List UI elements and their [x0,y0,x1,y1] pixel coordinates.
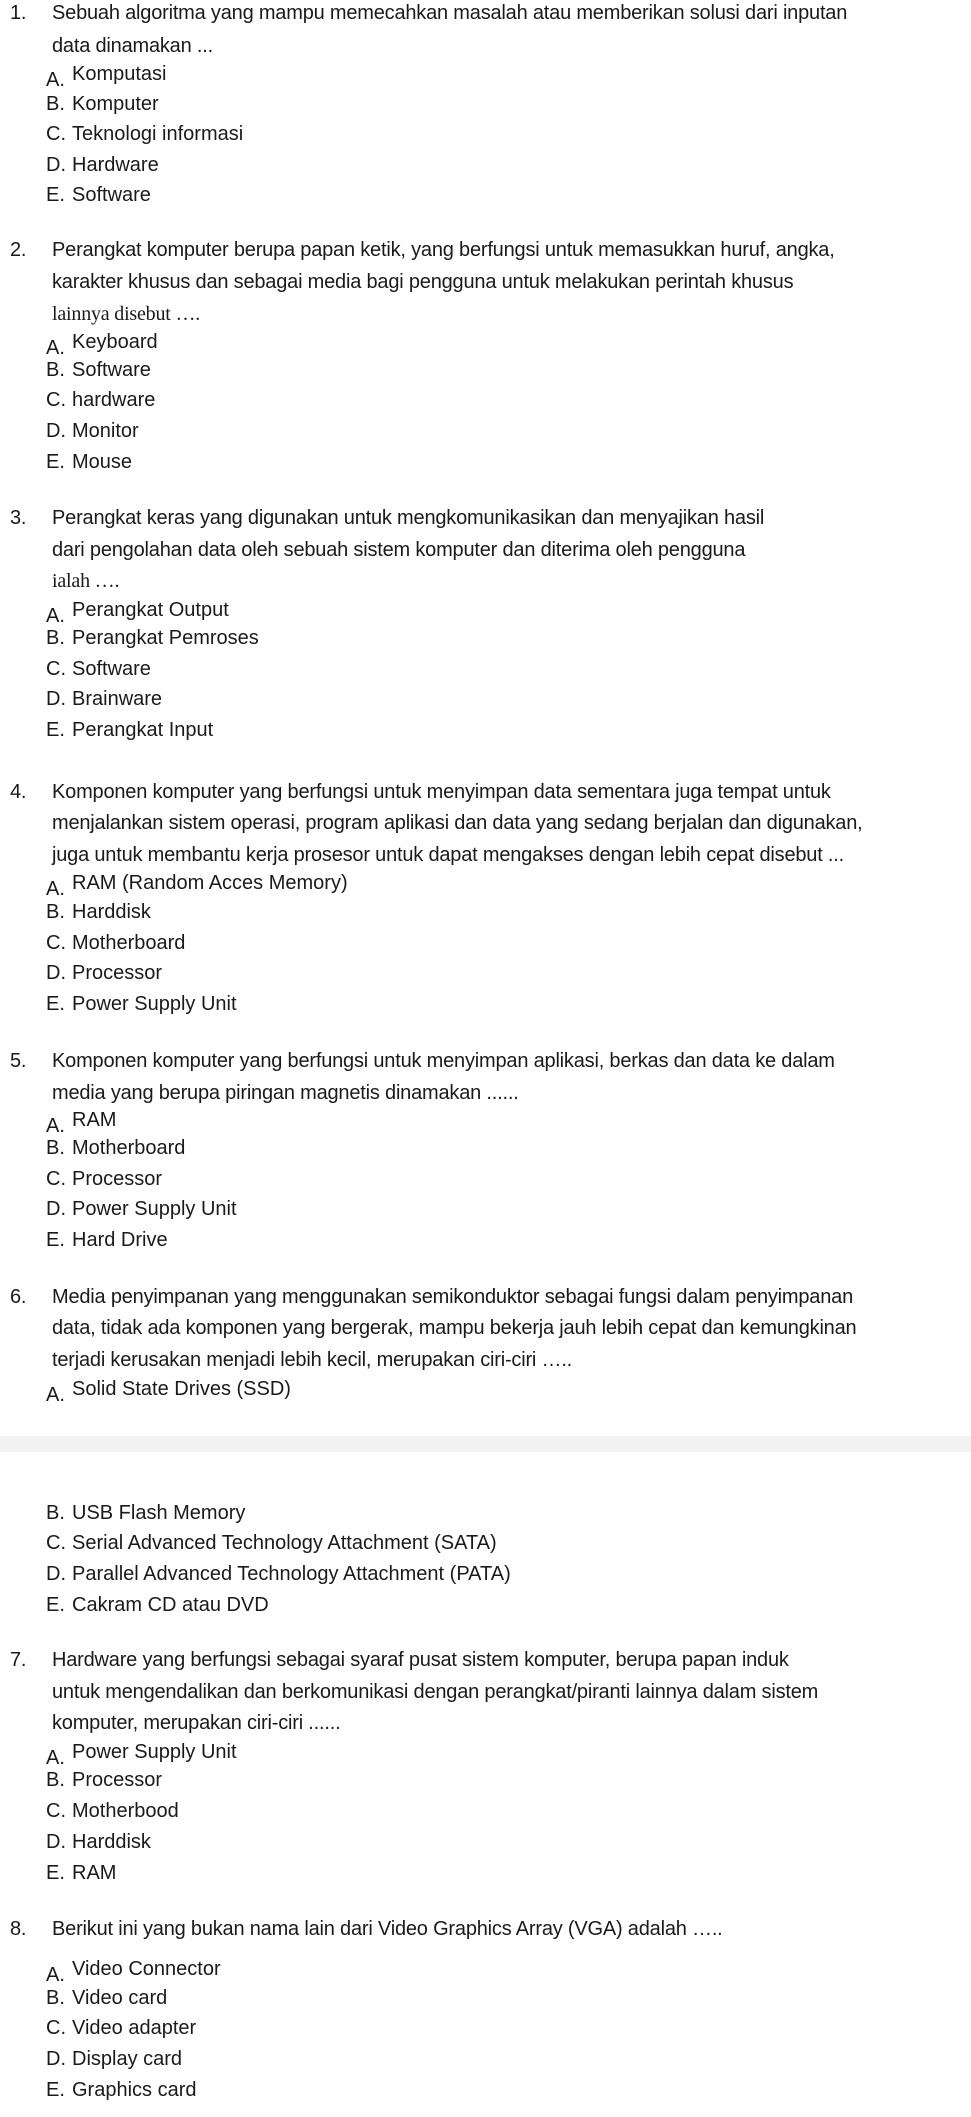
option-letter: D. [46,1198,66,1220]
option-b [46,625,259,651]
question-text-line: juga untuk membantu kerja prosesor untuk dapat mengakses dengan lebih cepat disebut ... [52,844,845,866]
option-c [46,121,243,147]
option-text: Mouse [72,451,133,473]
option-text: Video card [72,1987,168,2009]
question-text-line: Komponen komputer yang berfungsi untuk menyimpan aplikasi, berkas dan data ke dalam [52,1050,835,1072]
option-text: Graphics card [72,2079,197,2101]
option-letter: B. [46,93,65,115]
option-text: Solid State Drives (SSD) [72,1378,291,1400]
option-letter: A. [46,69,65,91]
question-text-line: Berikut ini yang bukan nama lain dari Video Graphics Array (VGA) adalah ….. [52,1918,723,1940]
option-text: Motherbood [72,1800,179,1822]
option-e [46,182,151,208]
question-text-line: ialah …. [52,570,120,592]
option-letter: B. [46,359,65,381]
option-letter: D. [46,2048,66,2070]
option-text: Perangkat Pemroses [72,627,259,649]
option-b [46,1767,162,1793]
option-a [46,1376,291,1406]
option-letter: B. [46,1137,65,1159]
question-text-line: media yang berupa piringan magnetis dinamakan ...... [52,1082,519,1104]
option-text: Video adapter [72,2017,197,2039]
option-letter: E. [46,993,65,1015]
question-text-line: Hardware yang berfungsi sebagai syaraf pusat sistem komputer, berupa papan induk [52,1649,789,1671]
option-text: Power Supply Unit [72,993,237,1015]
option-c [46,1798,179,1824]
option-text: Komputasi [72,63,167,85]
option-c [46,930,185,956]
option-a [46,1956,221,1986]
option-letter: C. [46,1800,66,1822]
option-letter: A. [46,1384,65,1406]
option-d [46,1561,511,1587]
question-text-line: komputer, merupakan ciri-ciri ...... [52,1712,341,1734]
question-number: 8. [10,1918,27,1940]
option-letter: A. [46,1115,65,1137]
option-letter: C. [46,1168,66,1190]
option-letter: E. [46,1594,65,1616]
option-text: Hard Drive [72,1229,168,1251]
option-text: RAM [72,1862,117,1884]
question-text-line: terjadi kerusakan menjadi lebih kecil, merupakan ciri-ciri ….. [52,1349,573,1371]
option-text: Perangkat Input [72,719,214,741]
option-letter: A. [46,605,65,627]
option-a [46,329,158,359]
question-number: 4. [10,781,27,803]
question-text-line: Media penyimpanan yang menggunakan semikonduktor sebagai fungsi dalam penyimpanan [52,1286,853,1308]
option-letter: C. [46,123,66,145]
option-text: Monitor [72,420,139,442]
option-letter: E. [46,184,65,206]
question-text-line: Komponen komputer yang berfungsi untuk menyimpan data sementara juga tempat untuk [52,781,831,803]
question-text-line: menjalankan sistem operasi, program aplikasi dan data yang sedang berjalan dan digunakan, [52,812,863,834]
option-text: Teknologi informasi [72,123,244,145]
option-letter: A. [46,1747,65,1769]
option-letter: A. [46,337,65,359]
question-number: 3. [10,507,27,529]
option-text: Cakram CD atau DVD [72,1594,269,1616]
option-b [46,1500,245,1526]
option-letter: C. [46,932,66,954]
option-d [46,686,162,712]
question-text-line: lainnya disebut …. [52,303,201,325]
option-d [46,2046,182,2072]
option-letter: D. [46,962,66,984]
option-text: Processor [72,962,163,984]
option-text: Brainware [72,688,163,710]
option-text: Keyboard [72,331,158,353]
question-number: 1. [10,2,27,24]
option-b [46,1985,167,2011]
question-text-line: Sebuah algoritma yang mampu memecahkan masalah atau memberikan solusi dari inputan [52,2,848,24]
option-d [46,418,139,444]
question-number: 5. [10,1050,27,1072]
question-text-line: Perangkat komputer berupa papan ketik, yang berfungsi untuk memasukkan huruf, angka, [52,239,835,261]
option-text: RAM (Random Acces Memory) [72,872,348,894]
option-d [46,152,159,178]
question-number: 2. [10,239,27,261]
question-number: 7. [10,1649,27,1671]
option-text: RAM [72,1109,117,1131]
option-text: Harddisk [72,901,151,923]
option-e [46,1592,269,1618]
question-text-line: Perangkat keras yang digunakan untuk mengkomunikasikan dan menyajikan hasil [52,507,765,529]
option-e [46,2077,197,2103]
option-text: Software [72,359,151,381]
option-text: Display card [72,2048,183,2070]
option-a [46,61,167,91]
option-text: Motherboard [72,932,186,954]
option-letter: A. [46,1964,65,1986]
option-b [46,899,151,925]
option-d [46,1829,151,1855]
option-text: Parallel Advanced Technology Attachment (PATA) [72,1563,511,1585]
option-text: Video Connector [72,1958,221,1980]
option-e [46,449,132,475]
option-b [46,1135,185,1161]
option-e [46,991,237,1017]
option-letter: B. [46,1769,65,1791]
option-letter: D. [46,1831,66,1853]
option-d [46,960,162,986]
option-letter: A. [46,878,65,900]
option-letter: C. [46,2017,66,2039]
option-text: Power Supply Unit [72,1741,237,1763]
option-letter: B. [46,627,65,649]
option-text: Software [72,658,151,680]
option-text: Processor [72,1168,163,1190]
option-text: Software [72,184,151,206]
option-c [46,656,151,682]
option-c [46,2015,196,2041]
option-text: Motherboard [72,1137,186,1159]
option-text: Power Supply Unit [72,1198,237,1220]
option-a [46,1739,237,1769]
option-b [46,91,159,117]
option-text: Serial Advanced Technology Attachment (SATA) [72,1532,497,1554]
option-letter: E. [46,1862,65,1884]
option-text: Processor [72,1769,163,1791]
option-d [46,1196,237,1222]
option-letter: D. [46,420,66,442]
option-letter: D. [46,1563,66,1585]
option-c [46,1530,497,1556]
option-c [46,1166,162,1192]
option-e [46,717,213,743]
option-letter: E. [46,1229,65,1251]
option-letter: D. [46,688,66,710]
question-text-line: untuk mengendalikan dan berkomunikasi dengan perangkat/piranti lainnya dalam sistem [52,1681,819,1703]
option-letter: D. [46,154,66,176]
option-letter: B. [46,901,65,923]
page-break-band [0,1436,971,1452]
option-a [46,1107,117,1137]
option-letter: E. [46,2079,65,2101]
option-text: Perangkat Output [72,599,229,621]
question-text-line: data dinamakan ... [52,35,213,57]
option-a [46,870,348,900]
option-letter: B. [46,1987,65,2009]
option-e [46,1860,116,1886]
option-text: hardware [72,389,156,411]
option-letter: E. [46,451,65,473]
option-letter: C. [46,658,66,680]
option-b [46,357,151,383]
option-text: Harddisk [72,1831,151,1853]
option-letter: B. [46,1502,65,1524]
option-letter: C. [46,389,66,411]
option-text: USB Flash Memory [72,1502,246,1524]
option-text: Hardware [72,154,159,176]
option-letter: E. [46,719,65,741]
option-c [46,387,155,413]
option-letter: C. [46,1532,66,1554]
question-text-line: karakter khusus dan sebagai media bagi pengguna untuk melakukan perintah khusus [52,271,794,293]
option-e [46,1227,168,1253]
option-a [46,597,229,627]
question-number: 6. [10,1286,27,1308]
option-text: Komputer [72,93,159,115]
question-text-line: dari pengolahan data oleh sebuah sistem komputer dan diterima oleh pengguna [52,539,746,561]
question-text-line: data, tidak ada komponen yang bergerak, mampu bekerja jauh lebih cepat dan kemungkinan [52,1317,857,1339]
